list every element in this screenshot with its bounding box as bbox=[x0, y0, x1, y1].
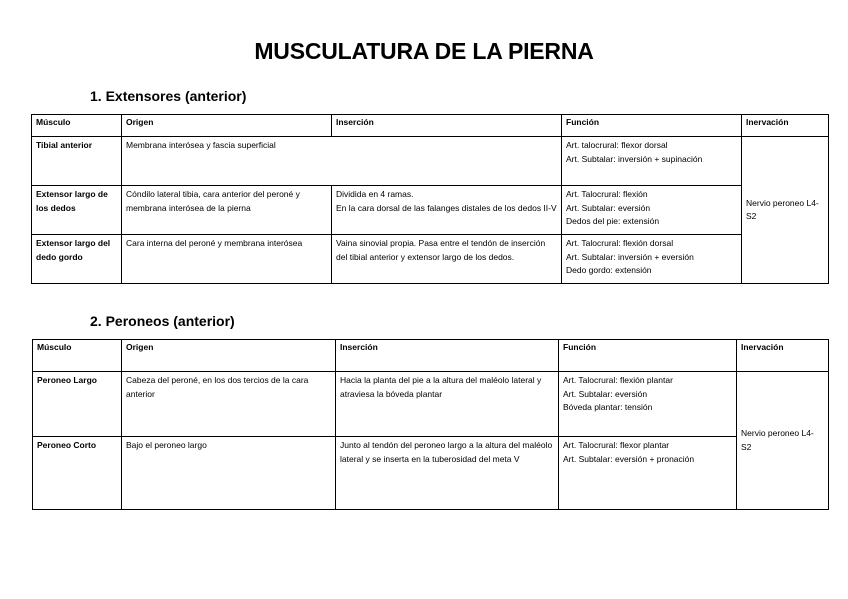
page-title: MUSCULATURA DE LA PIERNA bbox=[254, 38, 594, 64]
header-origin: Origen bbox=[122, 340, 336, 372]
header-muscle: Músculo bbox=[33, 340, 122, 372]
origin-cell: Bajo el peroneo largo bbox=[122, 437, 336, 510]
section-heading-extensores: 1. Extensores (anterior) bbox=[90, 88, 247, 104]
function-line: Art. Talocrural: flexión dorsal bbox=[566, 238, 674, 248]
function-line: Art. Talocrural: flexor plantar bbox=[563, 440, 670, 450]
function-line: Art. Subtalar: eversión bbox=[566, 202, 651, 213]
table-row bbox=[32, 137, 829, 186]
function-line: Dedo gordo: extensión bbox=[566, 265, 652, 275]
header-function: Función bbox=[562, 115, 742, 137]
table-row bbox=[33, 372, 829, 437]
muscle-cell: Peroneo Largo bbox=[33, 372, 122, 437]
function-cell bbox=[562, 186, 742, 235]
muscle-cell: Tibial anterior bbox=[32, 137, 122, 186]
muscle-cell: Extensor largo de los dedos bbox=[32, 186, 122, 235]
origin-cell: Cara interna del peroné y membrana interósea bbox=[122, 235, 332, 284]
function-line: Bóveda plantar: tensión bbox=[563, 402, 653, 412]
table-header-row bbox=[32, 115, 829, 137]
header-nerve: Inervación bbox=[737, 340, 829, 372]
function-line: Art. Subtalar: eversión bbox=[563, 388, 648, 399]
insertion-cell: Hacia la planta del pie a la altura del maléolo lateral y atraviesa la bóveda plantar bbox=[336, 372, 559, 437]
header-origin: Origen bbox=[122, 115, 332, 137]
header-insertion: Inserción bbox=[336, 340, 559, 372]
header-function: Función bbox=[559, 340, 737, 372]
header-muscle: Músculo bbox=[32, 115, 122, 137]
nerve-cell: Nervio peroneo L4-S2 bbox=[737, 372, 829, 510]
insertion-cell bbox=[332, 186, 562, 235]
extensores-table bbox=[31, 114, 829, 284]
insertion-cell: Vaina sinovial propia. Pasa entre el tendón de inserción del tibial anterior y extensor largo de los dedos. bbox=[332, 235, 562, 284]
insertion-line: Dividida en 4 ramas. bbox=[336, 189, 414, 199]
table-header-row bbox=[33, 340, 829, 372]
function-cell bbox=[562, 137, 742, 186]
peroneos-table bbox=[32, 339, 829, 510]
table-row bbox=[32, 235, 829, 284]
function-cell bbox=[559, 372, 737, 437]
muscle-cell: Peroneo Corto bbox=[33, 437, 122, 510]
nerve-cell: Nervio peroneo L4-S2 bbox=[742, 137, 829, 284]
header-nerve: Inervación bbox=[742, 115, 829, 137]
insertion-line: En la cara dorsal de las falanges distales de los dedos II-V bbox=[336, 202, 557, 213]
table-row bbox=[32, 186, 829, 235]
function-line: Art. Subtalar: inversión + eversión bbox=[566, 251, 694, 262]
origin-text: Membrana interósea y fascia superficial bbox=[126, 140, 276, 150]
insertion-cell: Junto al tendón del peroneo largo a la altura del maléolo lateral y se inserta en la tuberosidad del meta V bbox=[336, 437, 559, 510]
header-insertion: Inserción bbox=[332, 115, 562, 137]
function-line: Dedos del pie: extensión bbox=[566, 216, 660, 226]
muscle-cell: Extensor largo del dedo gordo bbox=[32, 235, 122, 284]
function-line: Art. Talocrural: flexión bbox=[566, 189, 648, 199]
origin-cell bbox=[122, 137, 562, 186]
function-cell bbox=[562, 235, 742, 284]
function-cell bbox=[559, 437, 737, 510]
table-row bbox=[33, 437, 829, 510]
origin-cell: Cabeza del peroné, en los dos tercios de la cara anterior bbox=[122, 372, 336, 437]
function-line: Art. Subtalar: eversión + pronación bbox=[563, 453, 695, 464]
function-line: Art. Subtalar: inversión + supinación bbox=[566, 153, 703, 164]
section-heading-peroneos: 2. Peroneos (anterior) bbox=[90, 313, 235, 329]
origin-cell: Cóndilo lateral tibia, cara anterior del peroné y membrana interósea de la pierna bbox=[122, 186, 332, 235]
function-line: Art. talocrural: flexor dorsal bbox=[566, 140, 668, 150]
function-line: Art. Talocrural: flexión plantar bbox=[563, 375, 673, 385]
